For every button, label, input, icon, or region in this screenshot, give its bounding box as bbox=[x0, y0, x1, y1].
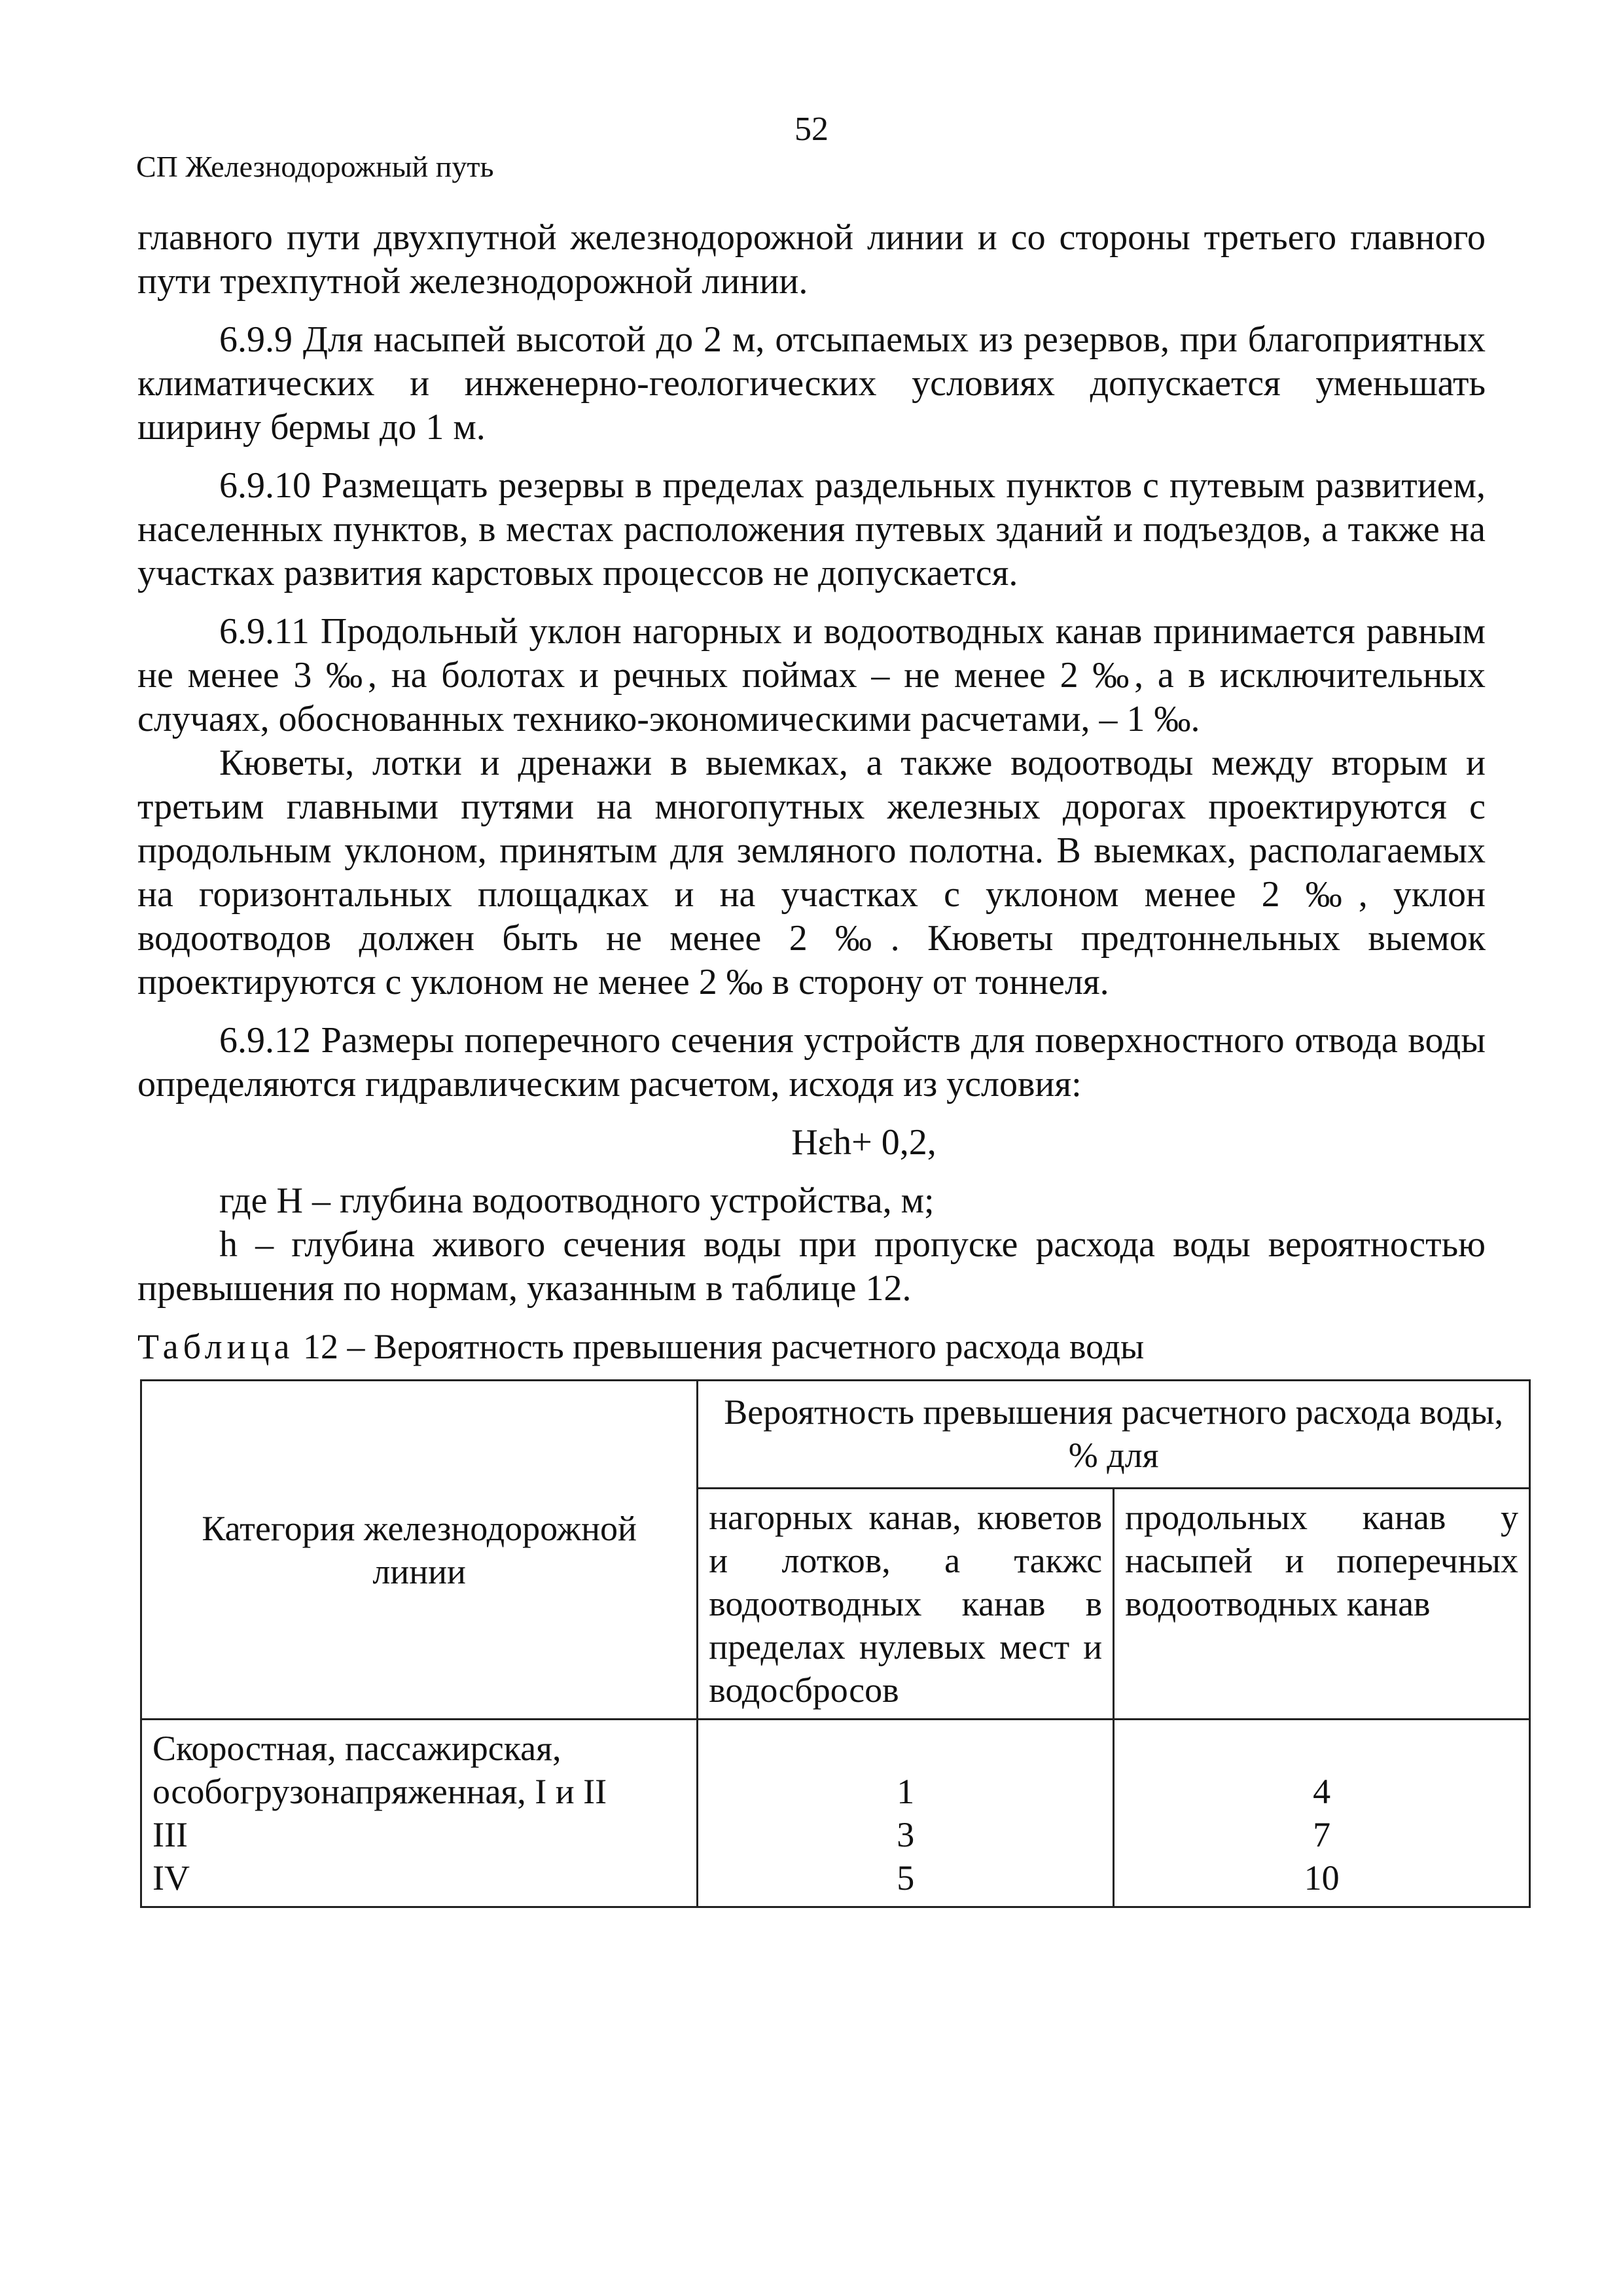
category-value: IV bbox=[152, 1858, 190, 1898]
probability-value: 5 bbox=[897, 1858, 915, 1898]
probability-value: 4 bbox=[1313, 1772, 1331, 1811]
running-header: СП Железнодорожный путь bbox=[136, 150, 494, 183]
definition-h-upper: где H – глубина водоотводного устройства, м; bbox=[219, 1180, 935, 1221]
probability-cell-1 bbox=[698, 1720, 1114, 1907]
paragraph-6-9-12: 6.9.12 Размеры поперечного сечения устройств для поверхностного отвода воды определяются гидравлическим расчетом, исходя из условия: bbox=[137, 1020, 1486, 1104]
document-body bbox=[137, 216, 1518, 1908]
header-category: Категория железнодорожной линии bbox=[141, 1381, 698, 1720]
subheader-longitudinal-ditches: продольных канав у насыпей и поперечных водоотводных канав bbox=[1114, 1489, 1530, 1720]
probability-cell-2 bbox=[1114, 1720, 1530, 1907]
paragraph-ditches: Кюветы, лотки и дренажи в выемках, а также водоотводы между вторым и третьим главными путями на многопутных железных дорогах проектируются с продольным уклоном, принятым для земляного полотна. В выемках, располагаемых на горизонтальных площадках и на участках с уклоном менее 2 ‰, уклон водоотводов должен быть не менее 2 ‰. Кюветы предтоннельных выемок проектируются с уклоном не менее 2 ‰ в сторону от тоннеля. bbox=[137, 743, 1486, 1002]
probability-value: 7 bbox=[1313, 1815, 1331, 1854]
probability-value: 3 bbox=[897, 1815, 915, 1854]
header-probability: Вероятность превышения расчетного расхода воды, % для bbox=[698, 1381, 1530, 1489]
table-caption bbox=[137, 1325, 1486, 1369]
category-value: Скоростная, пассажирская, особогрузонапряженная, I и II bbox=[152, 1729, 607, 1811]
table-header-row bbox=[141, 1381, 1530, 1489]
definition-h-lower: h – глубина живого сечения воды при пропуске расхода воды вероятностью превышения по нормам, указанным в таблице 12. bbox=[137, 1224, 1486, 1309]
page-number: 52 bbox=[794, 111, 829, 148]
table-caption-label: Таблица bbox=[137, 1327, 294, 1366]
category-cell bbox=[141, 1720, 698, 1907]
paragraph-6-9-9: 6.9.9 Для насыпей высотой до 2 м, отсыпаемых из резервов, при благоприятных климатических и инженерно-геологических условиях допускается уменьшать ширину бермы до 1 м. bbox=[137, 319, 1486, 448]
table-data-row bbox=[141, 1720, 1530, 1907]
probability-value: 1 bbox=[897, 1772, 915, 1811]
paragraph-6-9-10: 6.9.10 Размещать резервы в пределах раздельных пунктов с путевым развитием, населенных пунктов, в местах расположения путевых зданий и подъездов, а также на участках развития карстовых процессов не допускается. bbox=[137, 465, 1486, 593]
subheader-upland-ditches: нагорных канав, кюветов и лотков, а такжс водоотводных канав в пределах нулевых мест и водосбросов bbox=[698, 1489, 1114, 1720]
paragraph-6-9-11: 6.9.11 Продольный уклон нагорных и водоотводных канав принимается равным не менее 3 ‰, на болотах и речных поймах – не менее 2 ‰, а в исключительных случаях, обоснованных технико-экономическими расчетами, – 1 ‰. bbox=[137, 611, 1486, 739]
formula: Hεh+ 0,2, bbox=[791, 1122, 936, 1163]
table-12 bbox=[140, 1379, 1531, 1908]
category-value: III bbox=[152, 1815, 188, 1854]
probability-value: 10 bbox=[1304, 1858, 1340, 1898]
table-caption-text: 12 – Вероятность превышения расчетного расхода воды bbox=[294, 1327, 1145, 1366]
paragraph-continuation: главного пути двухпутной железнодорожной линии и со стороны третьего главного пути трехпутной железнодорожной линии. bbox=[137, 217, 1486, 302]
